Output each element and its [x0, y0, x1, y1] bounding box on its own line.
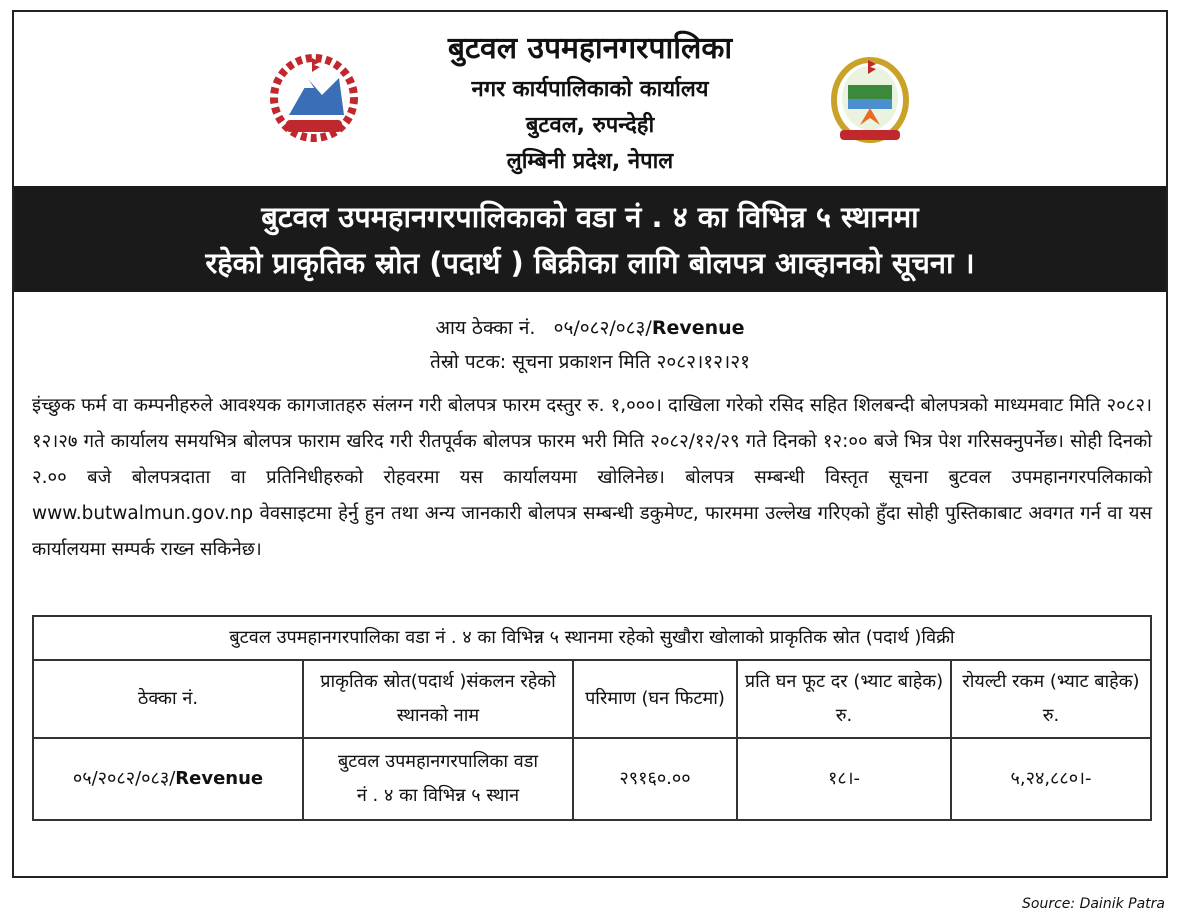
tender-table [32, 615, 1152, 821]
cell-location: बुटवल उपमहानगरपालिका वडा नं . ४ का विभिन्न ५ स्थान [303, 738, 573, 820]
nepal-emblem-logo [264, 50, 364, 150]
butwal-municipality-logo [820, 50, 920, 150]
notice-body-text: इंच्छुक फर्म वा कम्पनीहरुले आवश्यक कागजातहरु संलग्न गरी बोलपत्र फारम दस्तुर रु. १,०००। दाखिला गरेको रसिद सहित शिलबन्दी बोलपत्रको माध्यमवाट मिति २०८२।१२।२७ गते कार्यालय समयभित्र बोलपत्र फाराम खरिद गरी रीतपूर्वक बोलपत्र फारम भरी मिति २०८२/१२/२९ गते दिनको १२:०० बजे भित्र पेश गरिसक्नुपर्नेछ। सोही दिनको २.०० बजे बोलपत्रदाता वा प्रतिनिधीहरुको रोहवरमा यस कार्यालयमा खोलिनेछ। बोलपत्र सम्बन्धी विस्तृत सूचना बुटवल उपमहानगरपलिकाको www.butwalmun.gov.np वेवसाइटमा हेर्नु हुन तथा अन्य जानकारी बोलपत्र सम्बन्धी डकुमेण्ट, फारममा उल्लेख गरिएको हुँदा सोही पुस्तिकाबाट अवगत गर्न वा यस कार्यालयमा सम्पर्क राख्न सकिनेछ। [32, 395, 1152, 560]
col-header-contract: ठेक्का नं. [33, 660, 303, 738]
office-province: लुम्बिनी प्रदेश, नेपाल [506, 149, 674, 174]
cell-quantity: २९१६०.०० [573, 738, 737, 820]
table-header-row [33, 660, 1151, 738]
table-title: बुटवल उपमहानगरपालिका वडा नं . ४ का विभिन्न ५ स्थानमा रहेको सुखौरा खोलाको प्राकृतिक स्रोत (पदार्थ )विक्री [33, 616, 1151, 660]
contract-suffix: Revenue [651, 317, 745, 339]
cell-contract [33, 738, 303, 820]
contract-suffix-cell: Revenue [175, 768, 264, 789]
table-row [33, 738, 1151, 820]
col-header-quantity: परिमाण (घन फिटमा) [573, 660, 737, 738]
notice-heading-banner [14, 186, 1166, 292]
publication-round: तेस्रो पटक: सूचना प्रकाशन मिति २०८२।१२।२१ [430, 351, 750, 373]
col-header-location: प्राकृतिक स्रोत(पदार्थ )संकलन रहेको स्थानको नाम [303, 660, 573, 738]
contract-reference [14, 314, 1166, 340]
office-name: नगर कार्यपालिकाको कार्यालय [471, 77, 709, 102]
notice-header [14, 12, 1166, 186]
source-credit: Source: Dainik Patra [1022, 896, 1165, 912]
col-header-royalty: रोयल्टी रकम (भ्याट बाहेक) रु. [951, 660, 1151, 738]
contract-number: ०५/०८२/०८३/ [553, 317, 652, 339]
notice-frame [12, 10, 1168, 878]
cell-rate: १८।- [737, 738, 951, 820]
contract-label: आय ठेक्का नं. [435, 317, 536, 339]
office-location: बुटवल, रुपन्देही [525, 113, 655, 138]
cell-royalty: ५,२४,८८०।- [951, 738, 1151, 820]
municipality-title: बुटवल उपमहानगरपालिका [447, 31, 733, 66]
banner-line-1: बुटवल उपमहानगरपालिकाको वडा नं . ४ का विभिन्न ५ स्थानमा [261, 200, 919, 234]
banner-line-2: रहेको प्राकृतिक स्रोत (पदार्थ ) बिक्रीका लागि बोलपत्र आव्हानको सूचना । [205, 246, 975, 280]
col-header-rate: प्रति घन फूट दर (भ्याट बाहेक) रु. [737, 660, 951, 738]
contract-number-cell: ०५/२०८२/०८३/ [72, 768, 176, 789]
